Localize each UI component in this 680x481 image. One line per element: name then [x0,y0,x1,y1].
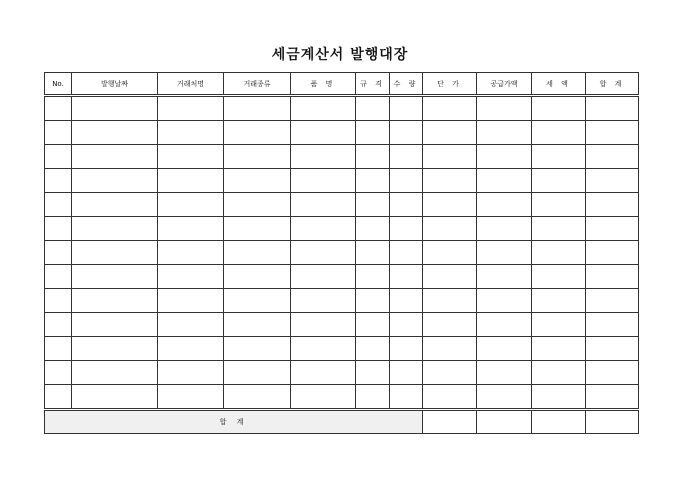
cell-total[interactable] [586,121,639,145]
cell-issue-date[interactable] [72,145,158,169]
cell-trade-type[interactable] [224,217,291,241]
cell-total[interactable] [586,337,639,361]
cell-supply-amount[interactable] [477,337,532,361]
cell-vendor[interactable] [158,145,224,169]
cell-spec[interactable] [356,217,390,241]
column-header-unit-price: 단 가 [423,73,477,96]
cell-no[interactable] [45,217,72,241]
cell-trade-type[interactable] [224,96,291,121]
cell-total[interactable] [586,313,639,337]
cell-spec[interactable] [356,289,390,313]
cell-issue-date[interactable] [72,265,158,289]
cell-trade-type[interactable] [224,337,291,361]
table-row [45,289,639,313]
cell-trade-type[interactable] [224,241,291,265]
cell-tax[interactable] [532,217,586,241]
table-row [45,313,639,337]
cell-total[interactable] [586,96,639,121]
cell-total[interactable] [586,361,639,385]
cell-no[interactable] [45,385,72,410]
cell-trade-type[interactable] [224,289,291,313]
cell-item[interactable] [291,241,356,265]
cell-total[interactable] [586,241,639,265]
cell-supply-amount[interactable] [477,265,532,289]
table-row [45,241,639,265]
cell-item[interactable] [291,169,356,193]
table-row [45,193,639,217]
cell-quantity[interactable] [390,96,423,121]
cell-trade-type[interactable] [224,385,291,410]
cell-issue-date[interactable] [72,217,158,241]
total-row [45,410,639,434]
cell-spec[interactable] [356,361,390,385]
cell-item[interactable] [291,361,356,385]
cell-trade-type[interactable] [224,361,291,385]
cell-tax[interactable] [532,337,586,361]
cell-trade-type[interactable] [224,121,291,145]
cell-supply-amount[interactable] [477,96,532,121]
cell-supply-amount[interactable] [477,145,532,169]
cell-trade-type[interactable] [224,313,291,337]
cell-quantity[interactable] [390,313,423,337]
cell-tax[interactable] [532,96,586,121]
cell-no[interactable] [45,241,72,265]
cell-quantity[interactable] [390,265,423,289]
cell-unit-price[interactable] [423,265,477,289]
header-row [45,73,639,96]
cell-supply-amount[interactable] [477,289,532,313]
total-label: 합 계 [45,410,423,434]
column-header-tax: 세 액 [532,73,586,96]
table-row [45,96,639,121]
cell-supply-amount[interactable] [477,361,532,385]
cell-issue-date[interactable] [72,361,158,385]
cell-total[interactable] [586,193,639,217]
cell-quantity[interactable] [390,121,423,145]
column-header-total: 합 계 [586,73,639,96]
cell-spec[interactable] [356,193,390,217]
total-unit-price-cell[interactable] [423,410,477,434]
cell-issue-date[interactable] [72,241,158,265]
table-row [45,145,639,169]
cell-item[interactable] [291,313,356,337]
cell-vendor[interactable] [158,169,224,193]
cell-total[interactable] [586,289,639,313]
cell-issue-date[interactable] [72,385,158,410]
cell-spec[interactable] [356,145,390,169]
cell-trade-type[interactable] [224,169,291,193]
cell-unit-price[interactable] [423,121,477,145]
cell-tax[interactable] [532,289,586,313]
table-row [45,265,639,289]
cell-tax[interactable] [532,313,586,337]
cell-spec[interactable] [356,313,390,337]
document-title: 세금계산서 발행대장 [271,47,409,63]
cell-no[interactable] [45,337,72,361]
column-header-no: No. [45,73,72,96]
cell-quantity[interactable] [390,337,423,361]
cell-no[interactable] [45,313,72,337]
column-header-spec: 규 격 [356,73,390,96]
cell-spec[interactable] [356,337,390,361]
cell-trade-type[interactable] [224,145,291,169]
tax-invoice-ledger-table [44,72,639,434]
cell-unit-price[interactable] [423,169,477,193]
cell-item[interactable] [291,121,356,145]
column-header-trade-type: 거래종류 [224,73,291,96]
cell-total[interactable] [586,169,639,193]
cell-unit-price[interactable] [423,145,477,169]
cell-issue-date[interactable] [72,121,158,145]
cell-unit-price[interactable] [423,361,477,385]
cell-tax[interactable] [532,145,586,169]
cell-unit-price[interactable] [423,241,477,265]
cell-item[interactable] [291,265,356,289]
cell-quantity[interactable] [390,385,423,410]
cell-unit-price[interactable] [423,96,477,121]
cell-supply-amount[interactable] [477,313,532,337]
cell-vendor[interactable] [158,121,224,145]
cell-unit-price[interactable] [423,313,477,337]
cell-supply-amount[interactable] [477,193,532,217]
cell-no[interactable] [45,289,72,313]
cell-quantity[interactable] [390,361,423,385]
table-row [45,169,639,193]
cell-vendor[interactable] [158,193,224,217]
column-header-item: 품 명 [291,73,356,96]
cell-vendor[interactable] [158,289,224,313]
cell-no[interactable] [45,169,72,193]
cell-vendor[interactable] [158,313,224,337]
table-row [45,337,639,361]
cell-supply-amount[interactable] [477,217,532,241]
column-header-supply-amount: 공급가액 [477,73,532,96]
cell-tax[interactable] [532,265,586,289]
cell-item[interactable] [291,96,356,121]
cell-total[interactable] [586,217,639,241]
table-row [45,121,639,145]
cell-unit-price[interactable] [423,217,477,241]
cell-item[interactable] [291,217,356,241]
cell-vendor[interactable] [158,385,224,410]
cell-item[interactable] [291,385,356,410]
table-row [45,385,639,410]
cell-no[interactable] [45,361,72,385]
cell-no[interactable] [45,265,72,289]
cell-issue-date[interactable] [72,289,158,313]
cell-quantity[interactable] [390,169,423,193]
cell-vendor[interactable] [158,96,224,121]
cell-item[interactable] [291,193,356,217]
cell-supply-amount[interactable] [477,241,532,265]
cell-tax[interactable] [532,121,586,145]
cell-issue-date[interactable] [72,337,158,361]
cell-issue-date[interactable] [72,193,158,217]
cell-total[interactable] [586,265,639,289]
cell-vendor[interactable] [158,361,224,385]
cell-item[interactable] [291,145,356,169]
cell-tax[interactable] [532,385,586,410]
cell-quantity[interactable] [390,217,423,241]
table-row [45,361,639,385]
cell-unit-price[interactable] [423,289,477,313]
cell-supply-amount[interactable] [477,169,532,193]
cell-spec[interactable] [356,385,390,410]
cell-tax[interactable] [532,193,586,217]
cell-unit-price[interactable] [423,385,477,410]
cell-tax[interactable] [532,241,586,265]
column-header-quantity: 수 량 [390,73,423,96]
cell-no[interactable] [45,96,72,121]
cell-vendor[interactable] [158,217,224,241]
cell-unit-price[interactable] [423,337,477,361]
column-header-issue-date: 발행날짜 [72,73,158,96]
cell-total[interactable] [586,385,639,410]
cell-quantity[interactable] [390,241,423,265]
ledger-body [45,96,639,410]
cell-spec[interactable] [356,265,390,289]
cell-spec[interactable] [356,121,390,145]
cell-quantity[interactable] [390,193,423,217]
total-sum-cell[interactable] [586,410,639,434]
cell-no[interactable] [45,145,72,169]
cell-quantity[interactable] [390,289,423,313]
cell-unit-price[interactable] [423,193,477,217]
cell-total[interactable] [586,145,639,169]
cell-vendor[interactable] [158,241,224,265]
table-row [45,217,639,241]
cell-tax[interactable] [532,361,586,385]
cell-quantity[interactable] [390,145,423,169]
total-supply-amount-cell[interactable] [477,410,532,434]
cell-spec[interactable] [356,96,390,121]
cell-vendor[interactable] [158,337,224,361]
cell-spec[interactable] [356,169,390,193]
cell-item[interactable] [291,337,356,361]
total-tax-cell[interactable] [532,410,586,434]
cell-supply-amount[interactable] [477,121,532,145]
cell-issue-date[interactable] [72,96,158,121]
column-header-vendor: 거래처명 [158,73,224,96]
cell-vendor[interactable] [158,265,224,289]
cell-supply-amount[interactable] [477,385,532,410]
cell-trade-type[interactable] [224,193,291,217]
cell-tax[interactable] [532,169,586,193]
cell-item[interactable] [291,289,356,313]
cell-no[interactable] [45,193,72,217]
cell-issue-date[interactable] [72,313,158,337]
cell-trade-type[interactable] [224,265,291,289]
cell-issue-date[interactable] [72,169,158,193]
cell-spec[interactable] [356,241,390,265]
cell-no[interactable] [45,121,72,145]
